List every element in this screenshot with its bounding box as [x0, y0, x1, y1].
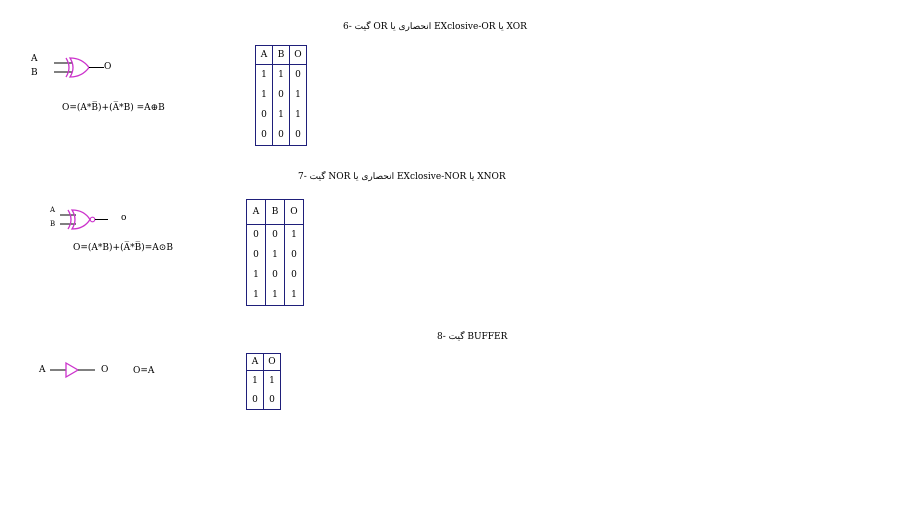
truth-table-cell: 0 — [256, 125, 273, 146]
xnor-equation: O=(A*B)+(A̅*B̅)=A⊙B — [73, 243, 173, 253]
truth-table-cell: 1 — [264, 371, 281, 391]
buffer-truth-table — [246, 353, 281, 410]
truth-table-header-row — [247, 354, 281, 371]
xor-input-b-label: B — [31, 68, 38, 78]
buffer-gate-icon — [50, 361, 100, 379]
section6-heading: 6- گیت OR انحصاری یا EXclosive-OR یا XOR — [343, 22, 527, 32]
truth-table-header-cell: B — [273, 46, 290, 65]
xnor-truth-table — [246, 199, 304, 306]
buffer-equation: O=A — [133, 366, 155, 376]
truth-table-cell: 1 — [285, 225, 304, 246]
buffer-input-label: A — [39, 365, 46, 375]
truth-table-cell: 1 — [273, 105, 290, 125]
truth-table-row — [247, 225, 304, 246]
xor-truth-table — [255, 45, 307, 146]
buffer-output-label: O — [101, 365, 109, 375]
truth-table-cell: 1 — [273, 65, 290, 86]
truth-table-row — [247, 371, 281, 391]
truth-table-row — [256, 85, 307, 105]
truth-table-header-cell: O — [264, 354, 281, 371]
truth-table-cell: 1 — [247, 371, 264, 391]
truth-table-row — [256, 105, 307, 125]
xor-input-a-label: A — [31, 54, 38, 64]
truth-table-header-row — [256, 46, 307, 65]
truth-table-cell: 0 — [247, 245, 266, 265]
truth-table-header-cell: A — [247, 200, 266, 225]
truth-table-cell: 1 — [256, 65, 273, 86]
truth-table-header-cell: A — [247, 354, 264, 371]
xnor-gate-icon — [58, 208, 120, 232]
truth-table-cell: 0 — [247, 390, 264, 410]
truth-table-cell: 1 — [256, 85, 273, 105]
xor-gate-icon — [52, 55, 112, 81]
truth-table-cell: 0 — [247, 225, 266, 246]
xnor-input-a-label: A — [50, 206, 56, 214]
truth-table-cell: 1 — [247, 265, 266, 285]
truth-table-header-row — [247, 200, 304, 225]
truth-table-cell: 0 — [290, 125, 307, 146]
section8-heading: 8- گیت BUFFER — [437, 332, 508, 342]
section7-heading: 7- گیت NOR انحصاری یا EXclosive-NOR یا XNOR — [298, 172, 506, 182]
truth-table-cell: 1 — [266, 245, 285, 265]
truth-table-header-cell: A — [256, 46, 273, 65]
truth-table-cell: 1 — [290, 105, 307, 125]
truth-table-cell: 0 — [273, 125, 290, 146]
xnor-output-label: o — [121, 213, 127, 223]
xnor-input-b-label: B — [50, 220, 56, 228]
truth-table-cell: 0 — [266, 265, 285, 285]
truth-table-header-cell: O — [290, 46, 307, 65]
truth-table-row — [256, 125, 307, 146]
truth-table-cell: 0 — [264, 390, 281, 410]
truth-table-row — [256, 65, 307, 86]
truth-table-cell: 1 — [285, 285, 304, 306]
truth-table-cell: 0 — [285, 245, 304, 265]
truth-table-header-cell: B — [266, 200, 285, 225]
truth-table-cell: 0 — [266, 225, 285, 246]
truth-table-row — [247, 245, 304, 265]
truth-table-cell: 0 — [290, 65, 307, 86]
truth-table-cell: 0 — [285, 265, 304, 285]
truth-table-row — [247, 390, 281, 410]
truth-table-cell: 1 — [290, 85, 307, 105]
truth-table-row — [247, 285, 304, 306]
truth-table-cell: 0 — [273, 85, 290, 105]
truth-table-cell: 0 — [256, 105, 273, 125]
truth-table-cell: 1 — [266, 285, 285, 306]
xor-equation: O=(A*B̅)+(A̅*B) =A⊕B — [62, 103, 165, 113]
truth-table-cell: 1 — [247, 285, 266, 306]
truth-table-row — [247, 265, 304, 285]
xor-output-label: O — [104, 62, 112, 72]
truth-table-header-cell: O — [285, 200, 304, 225]
